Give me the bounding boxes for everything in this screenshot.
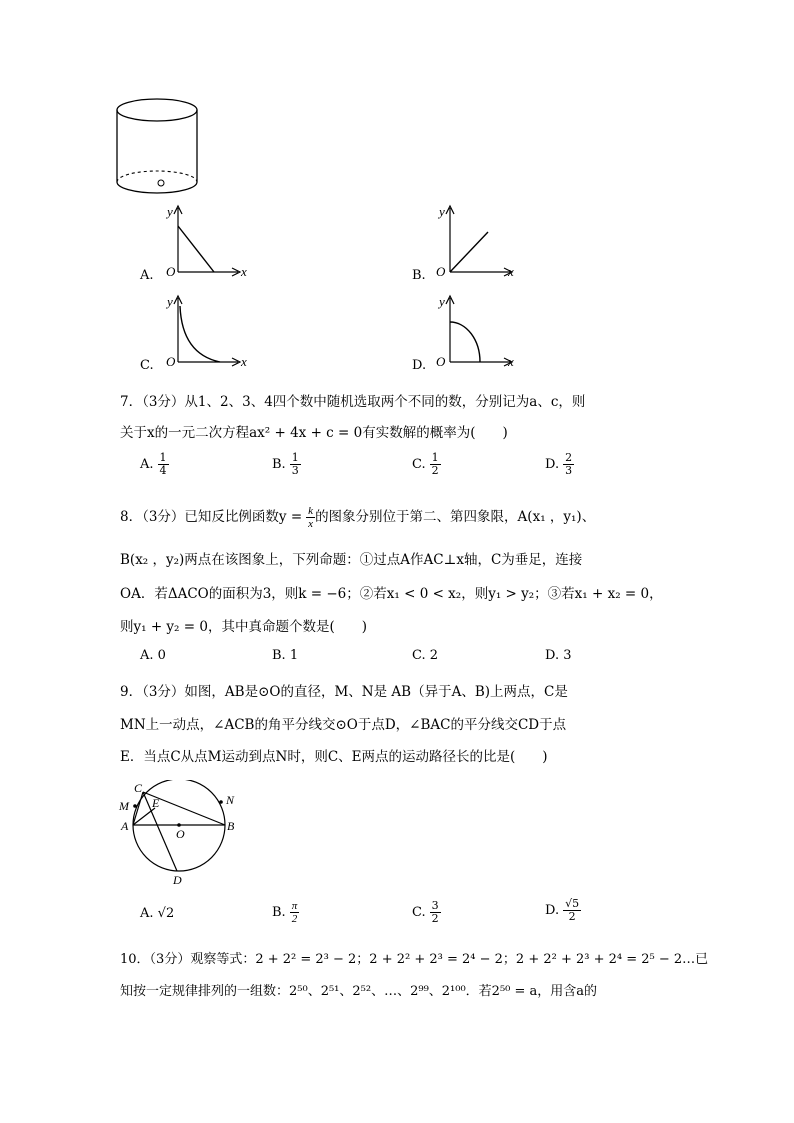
q7-option-c: C. $\frac{1}{2}$ (412, 451, 439, 477)
q8-option-d: D. 3 (545, 648, 572, 663)
q7-line-1: 7．（3分）从1、2、3、4四个数中随机选取两个不同的数，分别记为a、c，则 (120, 394, 586, 410)
x-axis-label: x (508, 354, 514, 369)
q10-line-2: 知按一定规律排列的一组数：2⁵⁰、2⁵¹、2⁵²、…、2⁹⁹、2¹⁰⁰．若2⁵⁰ = a，用含a的 (120, 984, 598, 999)
graph-option-c (140, 292, 260, 377)
x-axis-label: x (508, 264, 514, 279)
q9-option-c: C. $\frac{3}{2}$ (412, 899, 439, 925)
label-m: M (119, 799, 129, 813)
label-c: C (134, 781, 143, 795)
graph-option-a (140, 202, 260, 287)
cylinder-figure (115, 96, 210, 196)
q9-option-a: A. √2 (140, 906, 175, 921)
q8-option-c: C. 2 (412, 648, 439, 663)
y-axis-label: y (167, 204, 173, 219)
q8-line-1: 8．（3分）已知反比例函数y = $\frac{k}{x}$ 的图象分别位于第二、第四象限，A(x₁ ，y₁)、 (120, 505, 596, 530)
q7-option-d: D. $\frac{2}{3}$ (545, 451, 573, 477)
label-a: A (121, 819, 129, 833)
x-axis-label: x (241, 264, 247, 279)
q7-option-b: B. $\frac{1}{3}$ (272, 451, 299, 477)
y-axis-label: y (439, 294, 445, 309)
q9-line-1: 9．（3分）如图，AB是⊙O的直径，M、N是 AB（异于A、B)上两点，C是 (120, 684, 568, 700)
option-label-d: D. (412, 358, 427, 373)
q7-line-2: 关于x的一元二次方程ax² + 4x + c = 0有实数解的概率为( ) (120, 425, 508, 441)
graph-option-d (412, 292, 532, 377)
label-o: O (176, 827, 185, 841)
option-label-c: C. (140, 358, 154, 373)
option-label-a: A. (140, 268, 154, 283)
q8-option-b: B. 1 (272, 648, 299, 663)
y-axis-label: y (439, 204, 445, 219)
origin-label: O (166, 264, 176, 279)
q9-option-b: B. $\frac{\pi}{2}$ (272, 900, 298, 925)
label-n: N (226, 793, 235, 807)
q8-line-4: 则y₁ + y₂ = 0，其中真命题个数是( ) (120, 619, 367, 635)
x-axis-label: x (241, 354, 247, 369)
q8-line-3: OA．若ΔACO的面积为3，则k = −6；②若x₁ < 0 < x₂，则y₁ > y₂；③若x₁ + x₂ = 0， (120, 586, 663, 602)
origin-label: O (436, 354, 446, 369)
label-b: B (227, 819, 235, 833)
q7-option-a: A. $\frac{1}{4}$ (140, 451, 167, 477)
q9-line-3: E．当点C从点M运动到点N时，则C、E两点的运动路径长的比是( ) (120, 749, 548, 765)
circle-figure (115, 780, 265, 888)
y-axis-label: y (167, 294, 173, 309)
origin-label: O (166, 354, 176, 369)
graph-option-b (412, 202, 532, 287)
label-d: D (173, 873, 182, 887)
q9-option-d: D. $\frac{√5}{2}$ (545, 897, 580, 923)
origin-label: O (436, 264, 446, 279)
q10-line-1: 10．（3分）观察等式：2 + 2² = 2³ − 2；2 + 2² + 2³ = 2⁴ − 2；2 + 2² + 2³ + 2⁴ = 2⁵ − 2…已 (120, 952, 709, 967)
q8-option-a: A. 0 (140, 648, 166, 663)
q9-line-2: MN上一动点，∠ACB的角平分线交⊙O于点D，∠BAC的平分线交CD于点 (120, 717, 567, 733)
option-label-b: B. (412, 268, 426, 283)
label-e: E (152, 796, 160, 810)
q8-line-2: B(x₂ ，y₂)两点在该图象上，下列命题：①过点A作AC⊥x轴，C为垂足，连接 (120, 552, 583, 568)
